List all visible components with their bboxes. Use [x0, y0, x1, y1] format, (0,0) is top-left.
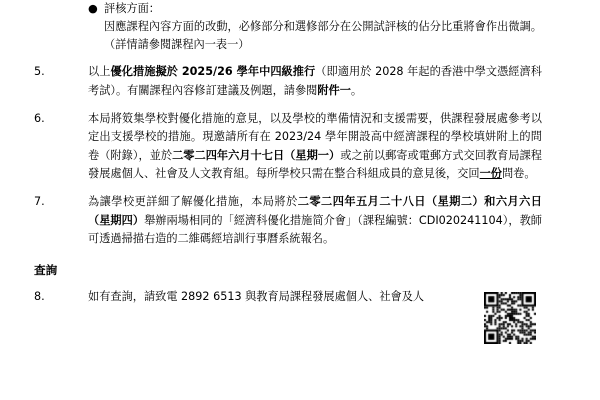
- numbered-paragraph: [34, 193, 542, 249]
- paragraph-body: [60, 193, 542, 249]
- numbered-paragraph: [34, 63, 542, 100]
- bullet-dot-icon: ●: [88, 2, 98, 15]
- paragraph-text-segment: 問卷。: [501, 167, 536, 181]
- paragraph-number: 7.: [34, 194, 45, 208]
- bullet-label: 評核方面：: [104, 2, 160, 15]
- paragraph-text-segment: 為讓學校更詳細了解優化措施，本局將於: [88, 194, 298, 208]
- paragraph-body: [60, 110, 542, 184]
- paragraph-text-segment: 二零二四年五月二十八日（星期二）和六月六日（星期四）: [88, 194, 542, 227]
- numbered-paragraph: [34, 110, 542, 184]
- paragraph-text-segment: 舉辦兩場相同的「經濟科優化措施简介會」（課程編號：CDI020241104），教師可透過掃描右造的二維碼經培訓行事曆系統報名。: [88, 213, 542, 246]
- paragraph-number: 6.: [34, 111, 45, 125]
- paragraph-text-segment: 一份: [479, 167, 502, 181]
- paragraph-text-segment: 優化措施擬於 2025/26 學年中四級推行: [110, 65, 316, 79]
- numbered-paragraph: [34, 288, 542, 307]
- numbered-paragraphs: [34, 63, 542, 248]
- paragraph-text-segment: 以上: [88, 65, 111, 79]
- paragraph-text-segment: 如有查詢，請致電 2892 6513 與教育局課程發展處個人、社會及人: [88, 290, 425, 304]
- paragraph-text-segment: 附件一: [317, 84, 351, 98]
- paragraph-text-segment: 。: [350, 84, 363, 98]
- paragraph-text-segment: 二零二四年六月十七日（星期一）: [172, 148, 341, 162]
- bullet-body-text: 因應課程內容方面的改動，必修部分和選修部分在公開試評核的佔分比重將會作出微調。（詳情請參閱課程內一表一）: [104, 20, 542, 52]
- last-paragraph: [34, 288, 542, 307]
- bullet-block: [34, 0, 542, 54]
- section-heading-enquiry: 查詢: [34, 262, 58, 277]
- paragraph-body: [60, 63, 542, 100]
- paragraph-number: 5.: [34, 65, 45, 79]
- paragraph-number: 8.: [34, 290, 45, 304]
- paragraph-text-segment: （即適用於 2028 年起的香港中學文憑經濟科考試）。有關課程內容修訂建議及例題，請參閱: [88, 65, 542, 98]
- qr-code-registration[interactable]: [484, 292, 536, 344]
- paragraph-text-segment: 或之前以郵寄或電郵方式交回教育局課程發展處個人、社會及人文教育組。每所學校只需在整合科組成員的意見後，交回: [88, 148, 542, 181]
- paragraph-text-segment: 本局將笯集學校對優化措施的意見，以及學校的準備情況和支援需要，供課程發展處參考以定出支援學校的措施。現邀請所有在 2023/24 學年開設高中經濟課程的學校填妌附上的問卷（附錄），並於: [88, 111, 542, 162]
- paragraph-body: [60, 288, 542, 307]
- bullet-row: [34, 0, 542, 18]
